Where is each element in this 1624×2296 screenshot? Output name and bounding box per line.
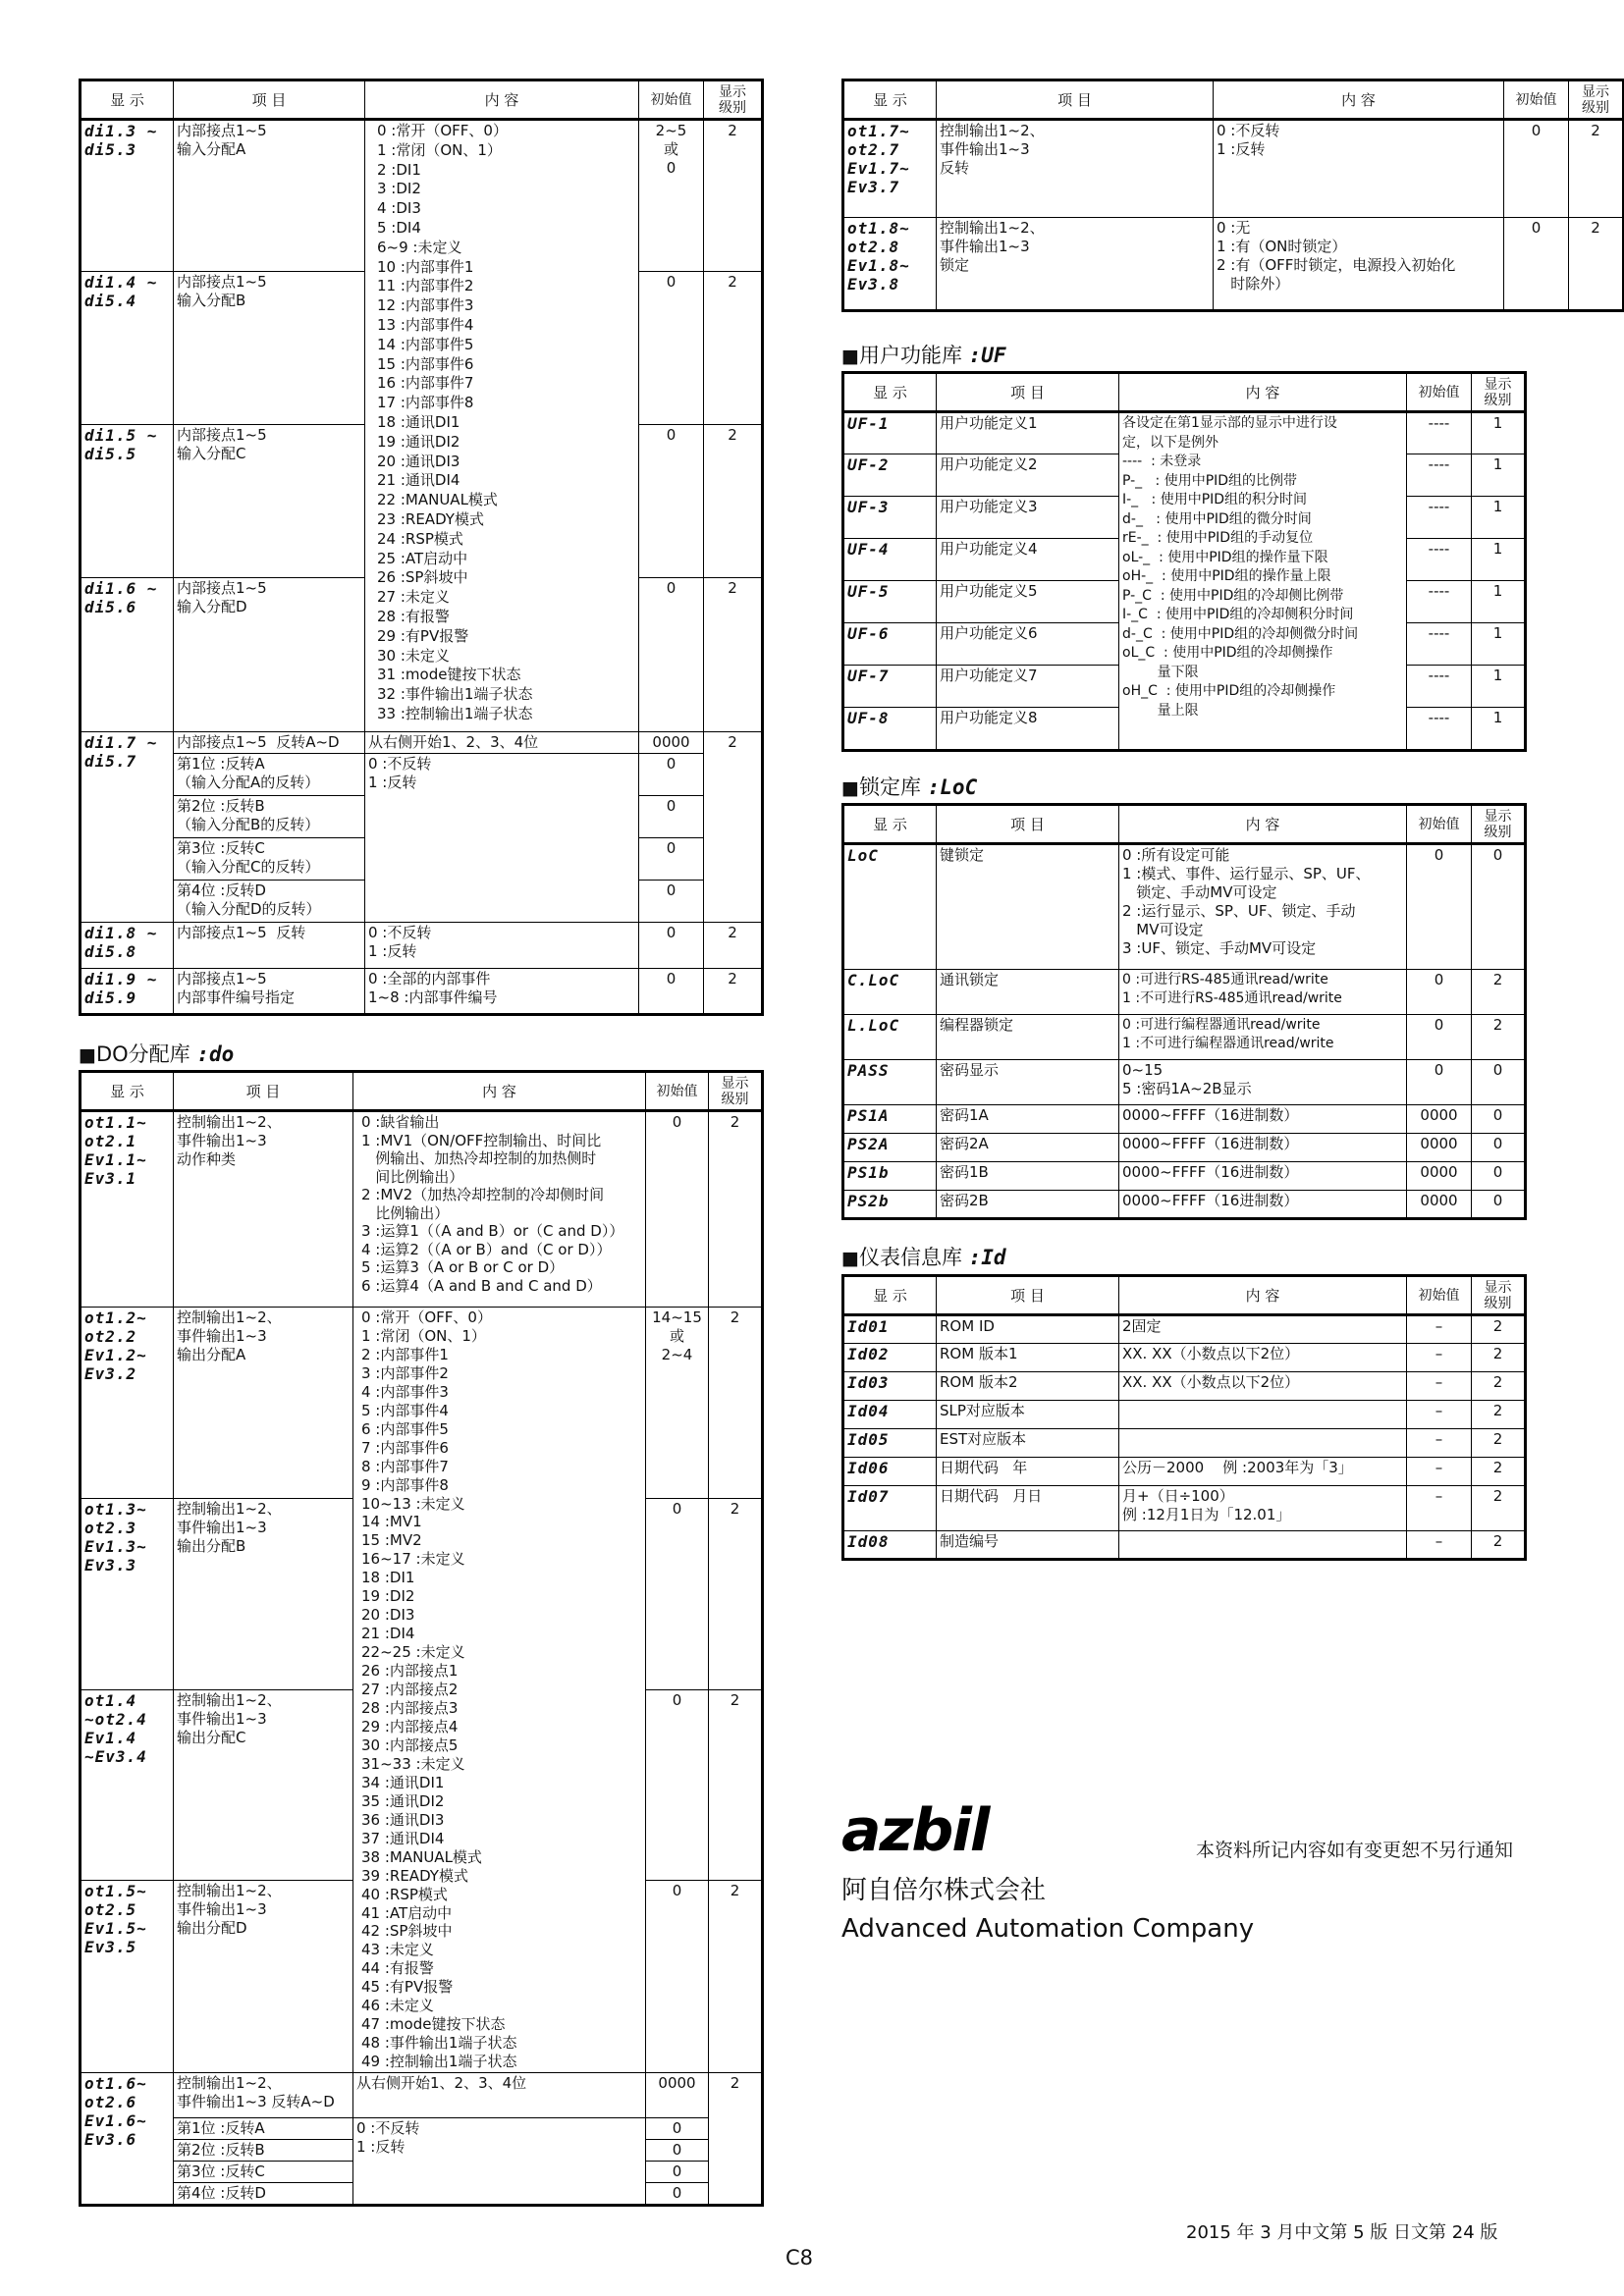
- param-level: 0: [1492, 846, 1503, 864]
- param-init: 0: [672, 1690, 682, 1709]
- header-content: 内 容: [1119, 805, 1407, 844]
- table-row: [843, 844, 1526, 970]
- param-init: –: [1435, 1402, 1443, 1419]
- param-init: 0: [666, 273, 677, 291]
- param-init: ----: [1428, 498, 1450, 515]
- param-content: 0000~FFFF（16进制数）: [1122, 1163, 1299, 1181]
- param-content: 各设定在第1显示部的显示中进行设 定，以下是例外 ---- : 未登录 P-_ : 使用中PID组的比例带 I-_ : 使用中PID组的积分时间 d-_ : 使用中PID组的微分时间 rE-_ : 使用中PID组的手动复位 oL-_ : 使用中PID组的操作量下限 oH-_ : 使用中PID组的操作量上限 P-_C : 使用中PID组的冷却侧比例带 I-_C : 使用中PID组的冷却侧积分时间 d-_C : 使用中PID组的冷却侧微分时间 oL_C : 使用中PID组的冷却侧操作 量下限 oH_C : 使用中PID组的冷却侧操作 量上限: [1122, 415, 1359, 719]
- header-display: 显 示: [843, 80, 937, 120]
- table-row: [843, 1401, 1526, 1429]
- param-content: 0000~FFFF（16进制数）: [1122, 1192, 1299, 1209]
- edition-info: 2015 年 3 月中文第 5 版 日文第 24 版: [1186, 2222, 1498, 2243]
- param-content: 0 :无 1 :有（ON时锁定） 2 :有（OFF时锁定，电源投入初始化 时除外）: [1217, 219, 1456, 293]
- param-init: 0: [666, 797, 677, 815]
- param-item: 密码2A: [940, 1135, 989, 1152]
- param-init: 0: [666, 755, 677, 773]
- param-content: 月+（日÷100） 例 :12月1日为「12.01」: [1122, 1487, 1291, 1523]
- header-content: 内 容: [353, 1072, 646, 1111]
- table-row: [843, 1315, 1526, 1344]
- param-item: 编程器锁定: [940, 1016, 1014, 1034]
- param-code: di1.4 ~ di5.4: [84, 273, 158, 310]
- param-content: 0 :常开（OFF、0） 1 :常闭（ON、1） 2 :DI1 3 :DI2 4 :DI3 5 :DI4 6~9 :未定义 10 :内部事件1 11 :内部事件2 12 :内部事件3 13 :内部事件4 14 :内部事件5 15 :内部事件6 16 :内部事件7 17 :内部事件8 18 :通讯DI1 19 :通讯DI2 20 :通讯DI3 21 :通讯DI4 22 :MANUAL模式 23 :READY模式 24 :RSP模式 25 :AT启动中 26 :SP斜坡中 27 :未定义 28 :有报警 29 :有PV报警 30 :未定义 31 :mode键按下状态 32 :事件输出1端子状态 33 :控制输出1端子状态: [377, 122, 533, 722]
- param-code: UF-6: [847, 624, 890, 643]
- page-number: C8: [785, 2246, 814, 2269]
- param-init: 0: [672, 2163, 682, 2181]
- param-init: 0: [666, 426, 677, 444]
- param-level: 0: [1492, 1135, 1503, 1152]
- param-item: 内部接点1~5 输入分配B: [177, 273, 267, 309]
- param-content: 0 :所有设定可能 1 :模式、事件、运行显示、SP、UF、 锁定、手动MV可设定 2 :运行显示、SP、UF、锁定、手动 MV可设定 3 :UF、锁定、手动MV可设定: [1122, 846, 1371, 957]
- header-display: 显 示: [843, 1276, 937, 1315]
- param-item: 内部接点1~5 输入分配D: [177, 579, 267, 615]
- param-init: 0: [1434, 1016, 1444, 1034]
- table-row: [843, 1134, 1526, 1162]
- param-level: 2: [1492, 1532, 1503, 1550]
- header-level: 显示 级别: [1472, 805, 1526, 844]
- param-code: L.LoC: [847, 1016, 900, 1035]
- param-level: 2: [730, 1881, 740, 1899]
- param-content: 0 :不反转 1 :反转: [368, 755, 432, 791]
- param-item: 日期代码 月日: [940, 1487, 1043, 1505]
- param-level: 2: [728, 733, 737, 751]
- uf-section-title: [841, 340, 1006, 369]
- param-code: C.LoC: [847, 971, 900, 989]
- header-item: 项 目: [937, 1276, 1119, 1315]
- param-level: 2: [1492, 1402, 1503, 1419]
- header-init: 初始值: [1504, 80, 1569, 120]
- param-init: 0000: [1420, 1135, 1458, 1152]
- param-init: 0: [666, 839, 677, 857]
- param-level: 0: [1492, 1163, 1503, 1181]
- param-code: ot1.1~ ot2.1 Ev1.1~ Ev3.1: [84, 1113, 147, 1188]
- table-row: [81, 2118, 763, 2140]
- param-content: 0 :不反转 1 :反转: [1217, 122, 1280, 158]
- param-level: 1: [1492, 624, 1503, 642]
- header-display: 显 示: [843, 805, 937, 844]
- param-level: 2: [728, 924, 737, 941]
- table-row: [843, 1191, 1526, 1219]
- do-assignment-table: [79, 1070, 764, 2207]
- param-init: 0: [666, 970, 677, 988]
- param-item: 控制输出1~2、 事件输出1~3 输出分配A: [177, 1308, 282, 1363]
- param-item: 控制输出1~2、 事件输出1~3 输出分配B: [177, 1500, 282, 1556]
- table-row: [81, 923, 763, 969]
- azbil-logo: azbil: [841, 1796, 989, 1865]
- param-code: ot1.7~ ot2.7 Ev1.7~ Ev3.7: [847, 122, 910, 196]
- param-code: Id05: [847, 1430, 890, 1449]
- table-row: [81, 732, 763, 754]
- param-init: 0: [666, 579, 677, 597]
- param-item: 用户功能定义6: [940, 624, 1038, 642]
- param-item: 用户功能定义7: [940, 667, 1038, 684]
- param-init: 0: [1434, 971, 1444, 988]
- table-row: [81, 969, 763, 1015]
- param-content: 0 :不反转 1 :反转: [368, 924, 432, 960]
- param-item: 第4位 :反转D: [177, 2184, 266, 2203]
- param-content: 0 :可进行RS-485通讯read/write 1 :不可进行RS-485通讯read/write: [1122, 972, 1342, 1006]
- param-init: 2~5 或 0: [655, 122, 687, 177]
- param-code: di1.5 ~ di5.5: [84, 426, 158, 463]
- param-init: 0: [666, 924, 677, 941]
- table-row: [843, 120, 1624, 218]
- param-item: 用户功能定义1: [940, 414, 1038, 432]
- param-item: 用户功能定义3: [940, 498, 1038, 515]
- square-bullet-icon: ■: [841, 777, 859, 799]
- id-section-title: [841, 1242, 1006, 1271]
- header-level: 显示 级别: [1472, 373, 1526, 412]
- param-init: 0000: [1420, 1106, 1458, 1124]
- param-level: 2: [1492, 1487, 1503, 1505]
- section-title-text: 用户功能库: [858, 344, 969, 367]
- param-code: ot1.4 ~ot2.4 Ev1.4 ~Ev3.4: [84, 1690, 147, 1766]
- param-item: 日期代码 年: [940, 1459, 1028, 1476]
- table-row: [843, 1015, 1526, 1060]
- param-level: 2: [730, 1308, 740, 1326]
- param-init: –: [1435, 1459, 1443, 1476]
- param-item: 第3位 :反转C （输入分配C的反转）: [177, 839, 320, 876]
- param-code: PS1b: [847, 1163, 890, 1182]
- param-init: 0: [672, 1113, 682, 1131]
- param-level: 2: [728, 122, 737, 139]
- param-code: di1.6 ~ di5.6: [84, 579, 158, 616]
- table-row: [843, 412, 1526, 454]
- param-item: ROM 版本2: [940, 1373, 1018, 1391]
- param-init: 0: [672, 2184, 682, 2203]
- param-item: 内部接点1~5 输入分配A: [177, 122, 267, 158]
- param-code: Id03: [847, 1373, 890, 1392]
- header-item: 项 目: [174, 80, 365, 120]
- param-item: 密码1A: [940, 1106, 989, 1124]
- table-row: [843, 218, 1624, 311]
- param-item: ROM ID: [940, 1317, 995, 1335]
- header-content: 内 容: [365, 80, 639, 120]
- header-item: 项 目: [174, 1072, 353, 1111]
- param-code: PASS: [847, 1061, 890, 1080]
- param-code: ot1.5~ ot2.5 Ev1.5~ Ev3.5: [84, 1881, 147, 1956]
- param-content: 0 :缺省输出 1 :MV1（ON/OFF控制输出、时间比 例输出、加热冷却控制的加热侧时 间比例输出） 2 :MV2（加热冷却控制的冷却侧时间 比例输出） 3 :运算1（（A and B）or（C and D）） 4 :运算2（（A or B）and（C or D）） 5 :运算3（A or B or C or D） 6 :运算4（A and B and C and D）: [361, 1113, 624, 1295]
- param-code: Id02: [847, 1345, 890, 1363]
- table-row: [843, 1429, 1526, 1458]
- param-init: ----: [1428, 455, 1450, 473]
- param-code: ot1.6~ ot2.6 Ev1.6~ Ev3.6: [84, 2074, 147, 2150]
- param-init: ----: [1428, 582, 1450, 600]
- param-item: 第1位 :反转A （输入分配A的反转）: [177, 755, 320, 791]
- param-item: 控制输出1~2、 事件输出1~3 输出分配C: [177, 1690, 282, 1746]
- header-level: 显示 级别: [1472, 1276, 1526, 1315]
- table-row: [843, 970, 1526, 1015]
- param-item: 控制输出1~2、 事件输出1~3 动作种类: [177, 1113, 282, 1168]
- section-code: :LoC: [927, 775, 978, 799]
- param-item: 第4位 :反转D （输入分配D的反转）: [177, 881, 321, 918]
- section-title-text: 仪表信息库: [858, 1246, 969, 1269]
- square-bullet-icon: ■: [841, 1248, 859, 1269]
- param-level: 1: [1492, 709, 1503, 726]
- param-item: ROM 版本1: [940, 1345, 1018, 1362]
- param-init: 0: [672, 1881, 682, 1899]
- param-content: 从右侧开始1、2、3、4位: [356, 2074, 527, 2093]
- param-content: 从右侧开始1、2、3、4位: [368, 733, 539, 751]
- param-code: UF-8: [847, 709, 890, 727]
- param-init: 0: [1531, 219, 1542, 237]
- param-content: 0 :全部的内部事件 1~8 :内部事件编号: [368, 970, 498, 1006]
- header-level: 显示 级别: [704, 80, 763, 120]
- param-code: UF-2: [847, 455, 890, 474]
- do-section-title: [79, 1039, 234, 1068]
- param-item: 用户功能定义4: [940, 540, 1038, 558]
- change-notice: 本资料所记内容如有变更恕不另行通知: [1196, 1840, 1514, 1861]
- param-level: 2: [1492, 971, 1503, 988]
- param-init: 0000: [1420, 1192, 1458, 1209]
- param-level: 1: [1492, 540, 1503, 558]
- param-item: 用户功能定义5: [940, 582, 1038, 600]
- param-item: 密码1B: [940, 1163, 989, 1181]
- table-row: [81, 1308, 763, 1499]
- param-item: 控制输出1~2、 事件输出1~3 反转: [940, 122, 1045, 177]
- header-display: 显 示: [81, 1072, 174, 1111]
- param-init: –: [1435, 1532, 1443, 1550]
- param-level: 2: [728, 970, 737, 988]
- param-level: 2: [1492, 1016, 1503, 1034]
- param-init: 0: [666, 881, 677, 899]
- param-level: 2: [730, 1500, 740, 1519]
- loc-section-title: [841, 772, 977, 801]
- param-code: Id06: [847, 1459, 890, 1477]
- header-level: 显示 级别: [1569, 80, 1624, 120]
- param-code: LoC: [847, 846, 879, 865]
- table-row: [843, 1162, 1526, 1191]
- param-content: XX. XX（小数点以下2位）: [1122, 1345, 1300, 1362]
- param-item: SLP对应版本: [940, 1402, 1025, 1419]
- param-init: 0000: [1420, 1163, 1458, 1181]
- param-init: 0: [1434, 846, 1444, 864]
- param-code: Id04: [847, 1402, 890, 1420]
- param-level: 2: [1492, 1345, 1503, 1362]
- param-level: 0: [1492, 1192, 1503, 1209]
- param-level: 2: [1492, 1317, 1503, 1335]
- param-init: 0: [1531, 122, 1542, 139]
- header-level: 显示 级别: [709, 1072, 763, 1111]
- param-level: 2: [730, 2074, 740, 2093]
- param-code: Id08: [847, 1532, 890, 1551]
- param-code: di1.3 ~ di5.3: [84, 122, 158, 159]
- param-content: 0 :常开（OFF、0） 1 :常闭（ON、1） 2 :内部事件1 3 :内部事件2 4 :内部事件3 5 :内部事件4 6 :内部事件5 7 :内部事件6 8 :内部事件7 9 :内部事件8 10~13 :未定义 14 :MV1 15 :MV2 16~17 :未定义 18 :DI1 19 :DI2 20 :DI3 21 :DI4 22~25 :未定义 26 :内部接点1 27 :内部接点2 28 :内部接点3 29 :内部接点4 30 :内部接点5 31~33 :未定义 34 :通讯DI1 35 :通讯DI2 36 :通讯DI3 37 :通讯DI4 38 :MANUAL模式 39 :READY模式 40 :RSP模式 41 :AT启动中 42 :SP斜坡中 43 :未定义 44 :有报警 45 :有PV报警 46 :未定义 47 :mode键按下状态 48 :事件输出1端子状态 49 :控制输出1端子状态: [361, 1308, 517, 2071]
- param-code: di1.9 ~ di5.9: [84, 970, 158, 1007]
- param-init: ----: [1428, 540, 1450, 558]
- param-item: 用户功能定义2: [940, 455, 1038, 473]
- header-display: 显 示: [81, 80, 174, 120]
- param-item: 用户功能定义8: [940, 709, 1038, 726]
- param-code: UF-7: [847, 667, 890, 685]
- param-level: 1: [1492, 498, 1503, 515]
- param-content: 0 :不反转 1 :反转: [356, 2119, 420, 2157]
- param-item: 控制输出1~2、 事件输出1~3 输出分配D: [177, 1881, 282, 1937]
- param-init: 0: [672, 2141, 682, 2160]
- lock-table: [841, 803, 1527, 1220]
- param-item: 内部接点1~5 反转A~D: [177, 733, 340, 751]
- table-row: [81, 2073, 763, 2118]
- header-item: 项 目: [937, 80, 1214, 120]
- param-level: 2: [728, 579, 737, 597]
- instrument-info-table: [841, 1274, 1527, 1561]
- header-init: 初始值: [646, 1072, 709, 1111]
- param-code: UF-3: [847, 498, 890, 516]
- param-code: ot1.3~ ot2.3 Ev1.3~ Ev3.3: [84, 1500, 147, 1575]
- table-row: [843, 1486, 1526, 1531]
- table-row: [81, 1111, 763, 1308]
- header-display: 显 示: [843, 373, 937, 412]
- param-init: –: [1435, 1317, 1443, 1335]
- header-content: 内 容: [1214, 80, 1504, 120]
- header-init: 初始值: [1407, 1276, 1472, 1315]
- param-item: 控制输出1~2、 事件输出1~3 反转A~D: [177, 2074, 335, 2111]
- param-level: 2: [730, 1113, 740, 1131]
- table-row: [843, 1344, 1526, 1372]
- param-item: EST对应版本: [940, 1430, 1027, 1448]
- table-row: [843, 1458, 1526, 1486]
- user-function-table: [841, 371, 1527, 752]
- param-code: PS1A: [847, 1106, 890, 1125]
- param-item: 密码2B: [940, 1192, 989, 1209]
- section-title-text: DO分配库: [95, 1042, 197, 1066]
- param-init: ----: [1428, 624, 1450, 642]
- header-content: 内 容: [1119, 1276, 1407, 1315]
- param-content: 0000~FFFF（16进制数）: [1122, 1135, 1299, 1152]
- param-level: 1: [1492, 582, 1503, 600]
- company-name-cn: 阿自倍尔株式会社: [841, 1876, 1047, 1905]
- param-code: di1.7 ~ di5.7: [84, 733, 158, 771]
- param-item: 键锁定: [940, 846, 985, 864]
- square-bullet-icon: ■: [841, 346, 859, 367]
- param-level: 2: [1492, 1373, 1503, 1391]
- param-code: UF-1: [847, 414, 890, 433]
- param-item: 内部接点1~5 反转: [177, 924, 306, 941]
- param-item: 内部接点1~5 内部事件编号指定: [177, 970, 296, 1006]
- param-level: 0: [1492, 1061, 1503, 1079]
- param-item: 第1位 :反转A: [177, 2119, 265, 2138]
- param-level: 2: [1492, 1459, 1503, 1476]
- param-item: 通讯锁定: [940, 971, 1000, 988]
- param-init: –: [1435, 1373, 1443, 1391]
- di-assignment-table: [79, 79, 764, 1016]
- param-init: 0: [672, 2119, 682, 2138]
- param-code: PS2b: [847, 1192, 890, 1210]
- param-level: 2: [730, 1690, 740, 1709]
- param-code: di1.8 ~ di5.8: [84, 924, 158, 961]
- param-level: 1: [1492, 455, 1503, 473]
- param-level: 2: [1492, 1430, 1503, 1448]
- param-content: 0~15 5 :密码1A~2B显示: [1122, 1061, 1252, 1097]
- param-code: UF-5: [847, 582, 890, 601]
- param-content: XX. XX（小数点以下2位）: [1122, 1373, 1300, 1391]
- param-init: 0000: [652, 733, 690, 751]
- param-init: –: [1435, 1345, 1443, 1362]
- output-reverse-latch-table: [841, 79, 1624, 312]
- param-init: –: [1435, 1487, 1443, 1505]
- param-content: 2固定: [1122, 1317, 1162, 1335]
- param-content: 公历－2000 例 :2003年为「3」: [1122, 1459, 1353, 1476]
- param-item: 第2位 :反转B （输入分配B的反转）: [177, 797, 320, 833]
- table-row: [843, 1060, 1526, 1105]
- param-code: Id01: [847, 1317, 890, 1336]
- company-name-en: Advanced Automation Company: [841, 1914, 1255, 1944]
- param-code: ot1.8~ ot2.8 Ev1.8~ Ev3.8: [847, 219, 910, 294]
- table-row: [843, 1531, 1526, 1560]
- header-item: 项 目: [937, 805, 1119, 844]
- header-init: 初始值: [1407, 805, 1472, 844]
- header-content: 内 容: [1119, 373, 1407, 412]
- header-init: 初始值: [639, 80, 704, 120]
- param-content: 0000~FFFF（16进制数）: [1122, 1106, 1299, 1124]
- param-init: 0: [1434, 1061, 1444, 1079]
- param-code: PS2A: [847, 1135, 890, 1153]
- param-content: 0 :可进行编程器通讯read/write 1 :不可进行编程器通讯read/write: [1122, 1017, 1334, 1051]
- param-level: 2: [728, 426, 737, 444]
- param-item: 第3位 :反转C: [177, 2163, 265, 2181]
- param-level: 1: [1492, 414, 1503, 432]
- param-level: 2: [728, 273, 737, 291]
- param-code: Id07: [847, 1487, 890, 1506]
- param-init: ----: [1428, 667, 1450, 684]
- square-bullet-icon: ■: [79, 1044, 96, 1066]
- param-init: ----: [1428, 414, 1450, 432]
- table-row: [81, 754, 763, 796]
- param-code: ot1.2~ ot2.2 Ev1.2~ Ev3.2: [84, 1308, 147, 1383]
- param-init: 14~15 或 2~4: [652, 1308, 702, 1363]
- param-item: 密码显示: [940, 1061, 1000, 1079]
- param-init: –: [1435, 1430, 1443, 1448]
- section-code: :UF: [968, 344, 1006, 367]
- table-row: [81, 120, 763, 272]
- param-code: UF-4: [847, 540, 890, 559]
- param-level: 1: [1492, 667, 1503, 684]
- param-item: 控制输出1~2、 事件输出1~3 锁定: [940, 219, 1045, 274]
- section-code: :Id: [968, 1246, 1006, 1269]
- param-level: 2: [1591, 122, 1600, 139]
- table-row: [843, 1372, 1526, 1401]
- param-init: 0000: [658, 2074, 696, 2093]
- section-title-text: 锁定库: [858, 775, 928, 799]
- param-item: 第2位 :反转B: [177, 2141, 265, 2160]
- param-init: ----: [1428, 709, 1450, 726]
- table-row: [843, 1105, 1526, 1134]
- param-item: 内部接点1~5 输入分配C: [177, 426, 267, 462]
- header-item: 项 目: [937, 373, 1119, 412]
- header-init: 初始值: [1407, 373, 1472, 412]
- param-item: 制造编号: [940, 1532, 1000, 1550]
- param-init: 0: [672, 1500, 682, 1519]
- param-level: 2: [1591, 219, 1600, 237]
- param-level: 0: [1492, 1106, 1503, 1124]
- section-code: :do: [196, 1042, 235, 1066]
